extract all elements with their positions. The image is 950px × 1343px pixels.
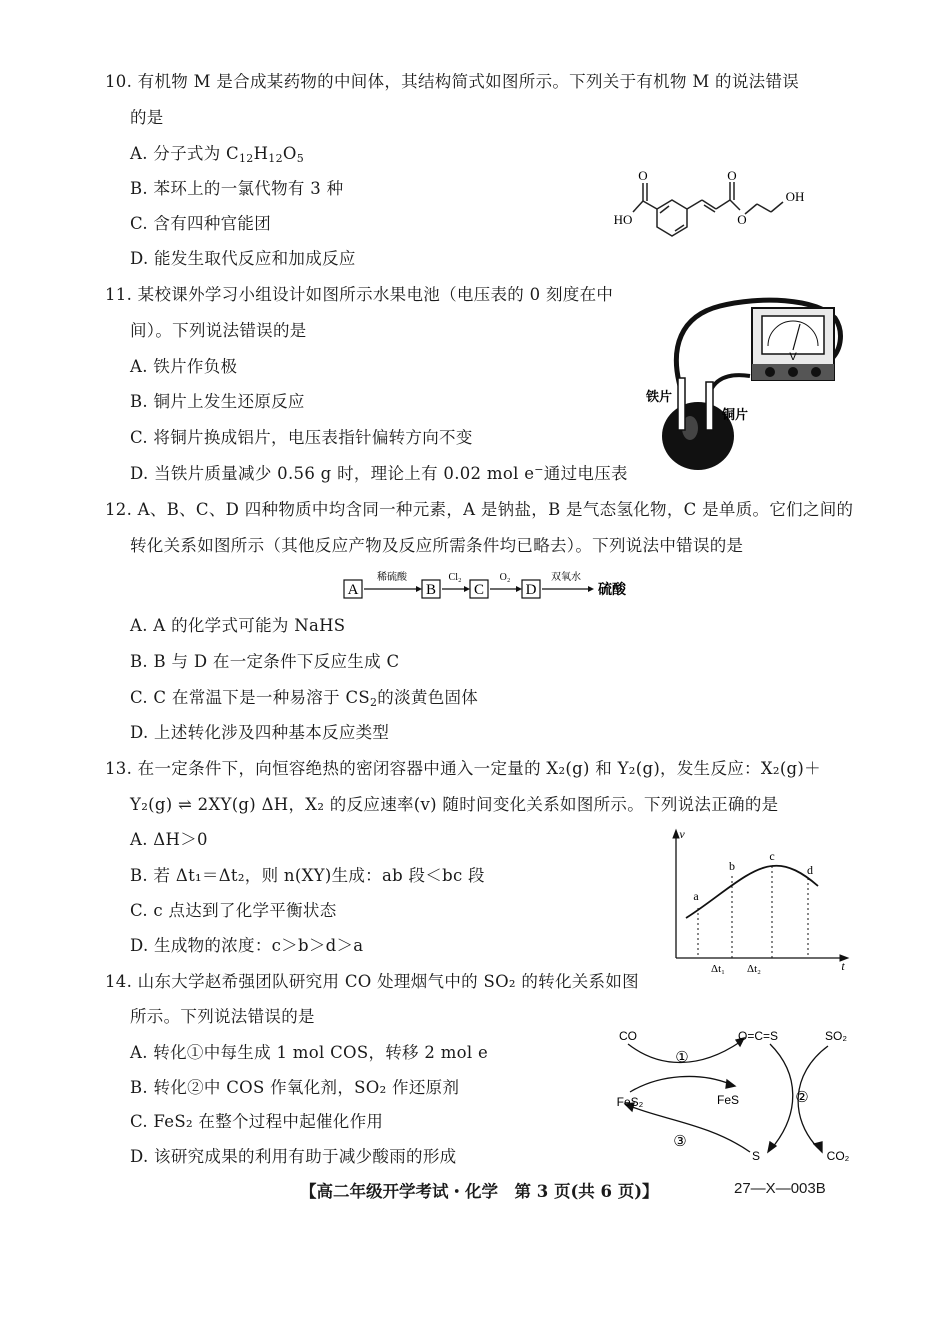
q14-step1: ① (675, 1049, 689, 1066)
q12-product: 硫酸 (598, 582, 626, 598)
q13-rate-graph (668, 828, 853, 978)
q13-option-b: B. 若 Δt₁＝Δt₂，则 n(XY)生成：ab 段＜bc 段 (130, 866, 485, 885)
q11-iron-label: 铁片 (646, 390, 673, 405)
q14-option-c: C. FeS₂ 在整个过程中起催化作用 (130, 1112, 384, 1131)
q11-stem-line1: 11. 某校课外学习小组设计如图所示水果电池（电压表的 0 刻度在中 (105, 285, 614, 304)
q14-fes: FeS (716, 1093, 740, 1107)
q10-stem-line1: 10. 有机物 M 是合成某药物的中间体，其结构简式如图所示。下列关于有机物 M 的说法错误 (105, 72, 800, 91)
q12-conversion-chain (340, 568, 640, 602)
q10-stem-line2: 的是 (130, 108, 164, 127)
q13-option-a: A. ΔH＞0 (130, 830, 208, 849)
q14-step2: ② (795, 1089, 809, 1106)
q13-graph-ylabel: v (679, 828, 685, 841)
q12-stem-line2: 转化关系如图所示（其他反应产物及反应所需条件均已略去）。下列说法中错误的是 (130, 536, 744, 555)
q14-fes2: FeS₂ (616, 1095, 644, 1109)
q11-option-a: A. 铁片作负极 (130, 357, 238, 376)
q12-box-a: A (347, 582, 359, 598)
q14-step3: ③ (673, 1133, 687, 1150)
q14-option-b: B. 转化②中 COS 作氧化剂，SO₂ 作还原剂 (130, 1078, 460, 1097)
q11-meter-label: V (789, 351, 797, 363)
q13-point-d: d (807, 863, 813, 877)
q10-option-a: A. 分子式为 $C_{12}H_{12}O_5$ (130, 144, 305, 165)
q10-option-b: B. 苯环上的一氯代物有 3 种 (130, 179, 344, 198)
q11-option-c: C. 将铜片换成铝片，电压表指针偏转方向不变 (130, 428, 473, 447)
q13-graph-xlabel: t (841, 959, 845, 973)
q12-reagent-4: 双氧水 (551, 572, 581, 583)
q11-copper-label: 铜片 (722, 408, 749, 423)
paper-code: 27—X—003B (734, 1180, 826, 1197)
q12-reagent-2: Cl₂ (448, 572, 462, 583)
q14-cos: O=C=S (737, 1029, 779, 1043)
q13-stem-line2: Y₂(g) ⇌ 2XY(g) ΔH，X₂ 的反应速率(v) 随时间变化关系如图所示。下列说法正确的是 (130, 795, 779, 814)
q14-option-d: D. 该研究成果的利用有助于减少酸雨的形成 (130, 1147, 457, 1166)
q11-option-d: D. 当铁片质量减少 0.56 g 时，理论上有 0.02 mol e−通过电压表 (130, 463, 628, 483)
q14-s: S (751, 1149, 761, 1163)
q13-option-c: C. c 点达到了化学平衡状态 (130, 901, 337, 920)
q12-reagent-3: O₂ (499, 572, 511, 583)
q12-option-c: C. C 在常温下是一种易溶于 $CS_2$的淡黄色固体 (130, 688, 479, 709)
q10-structure-figure (605, 168, 820, 248)
page-footer: 【高二年级开学考试・化学 第 3 页(共 6 页)】 (300, 1182, 659, 1201)
q10-fig-o3: O (737, 212, 747, 227)
q14-co2: CO₂ (826, 1149, 850, 1163)
q13-option-d: D. 生成物的浓度：c＞b＞d＞a (130, 936, 364, 955)
q12-reagent-1: 稀硫酸 (377, 572, 407, 583)
q10-fig-o1: O (638, 168, 648, 183)
q12-box-b: B (425, 582, 437, 598)
q12-box-c: C (473, 582, 485, 598)
q13-point-c: c (769, 849, 775, 863)
q13-stem-line1: 13. 在一定条件下，向恒容绝热的密闭容器中通入一定量的 X₂(g) 和 Y₂(g)，发生反应：X₂(g)＋ (105, 759, 821, 778)
q12-option-d: D. 上述转化涉及四种基本反应类型 (130, 723, 390, 742)
q13-point-b: b (729, 859, 735, 873)
q10-option-c: C. 含有四种官能团 (130, 214, 272, 233)
q14-stem-line2: 所示。下列说法错误的是 (130, 1007, 315, 1026)
q10-fig-ho: HO (613, 212, 633, 227)
q12-option-b: B. B 与 D 在一定条件下反应生成 C (130, 652, 400, 671)
q11-fruit-battery-figure (640, 288, 855, 488)
q13-dt1: Δt₁ (711, 963, 725, 975)
q11-stem-line2: 间）。下列说法错误的是 (130, 321, 307, 340)
q14-so2: SO₂ (825, 1029, 847, 1043)
q14-co: CO (619, 1029, 637, 1043)
q11-option-b: B. 铜片上发生还原反应 (130, 392, 305, 411)
q12-option-a: A. A 的化学式可能为 NaHS (130, 616, 346, 635)
q13-point-a: a (693, 889, 699, 903)
q12-stem-line1: 12. A、B、C、D 四种物质中均含同一种元素，A 是钠盐，B 是气态氢化物，C 是单质。它们之间的 (105, 500, 854, 519)
q10-option-d: D. 能发生取代反应和加成反应 (130, 249, 356, 268)
q14-stem-line1: 14. 山东大学赵希强团队研究用 CO 处理烟气中的 SO₂ 的转化关系如图 (105, 972, 639, 991)
q12-box-d: D (525, 582, 537, 598)
q10-fig-o2: O (727, 168, 737, 183)
q10-fig-oh: OH (785, 189, 805, 204)
q14-cycle-diagram (600, 1024, 860, 1174)
q13-dt2: Δt₂ (747, 963, 761, 975)
q14-option-a: A. 转化①中每生成 1 mol COS，转移 2 mol e (130, 1043, 489, 1062)
